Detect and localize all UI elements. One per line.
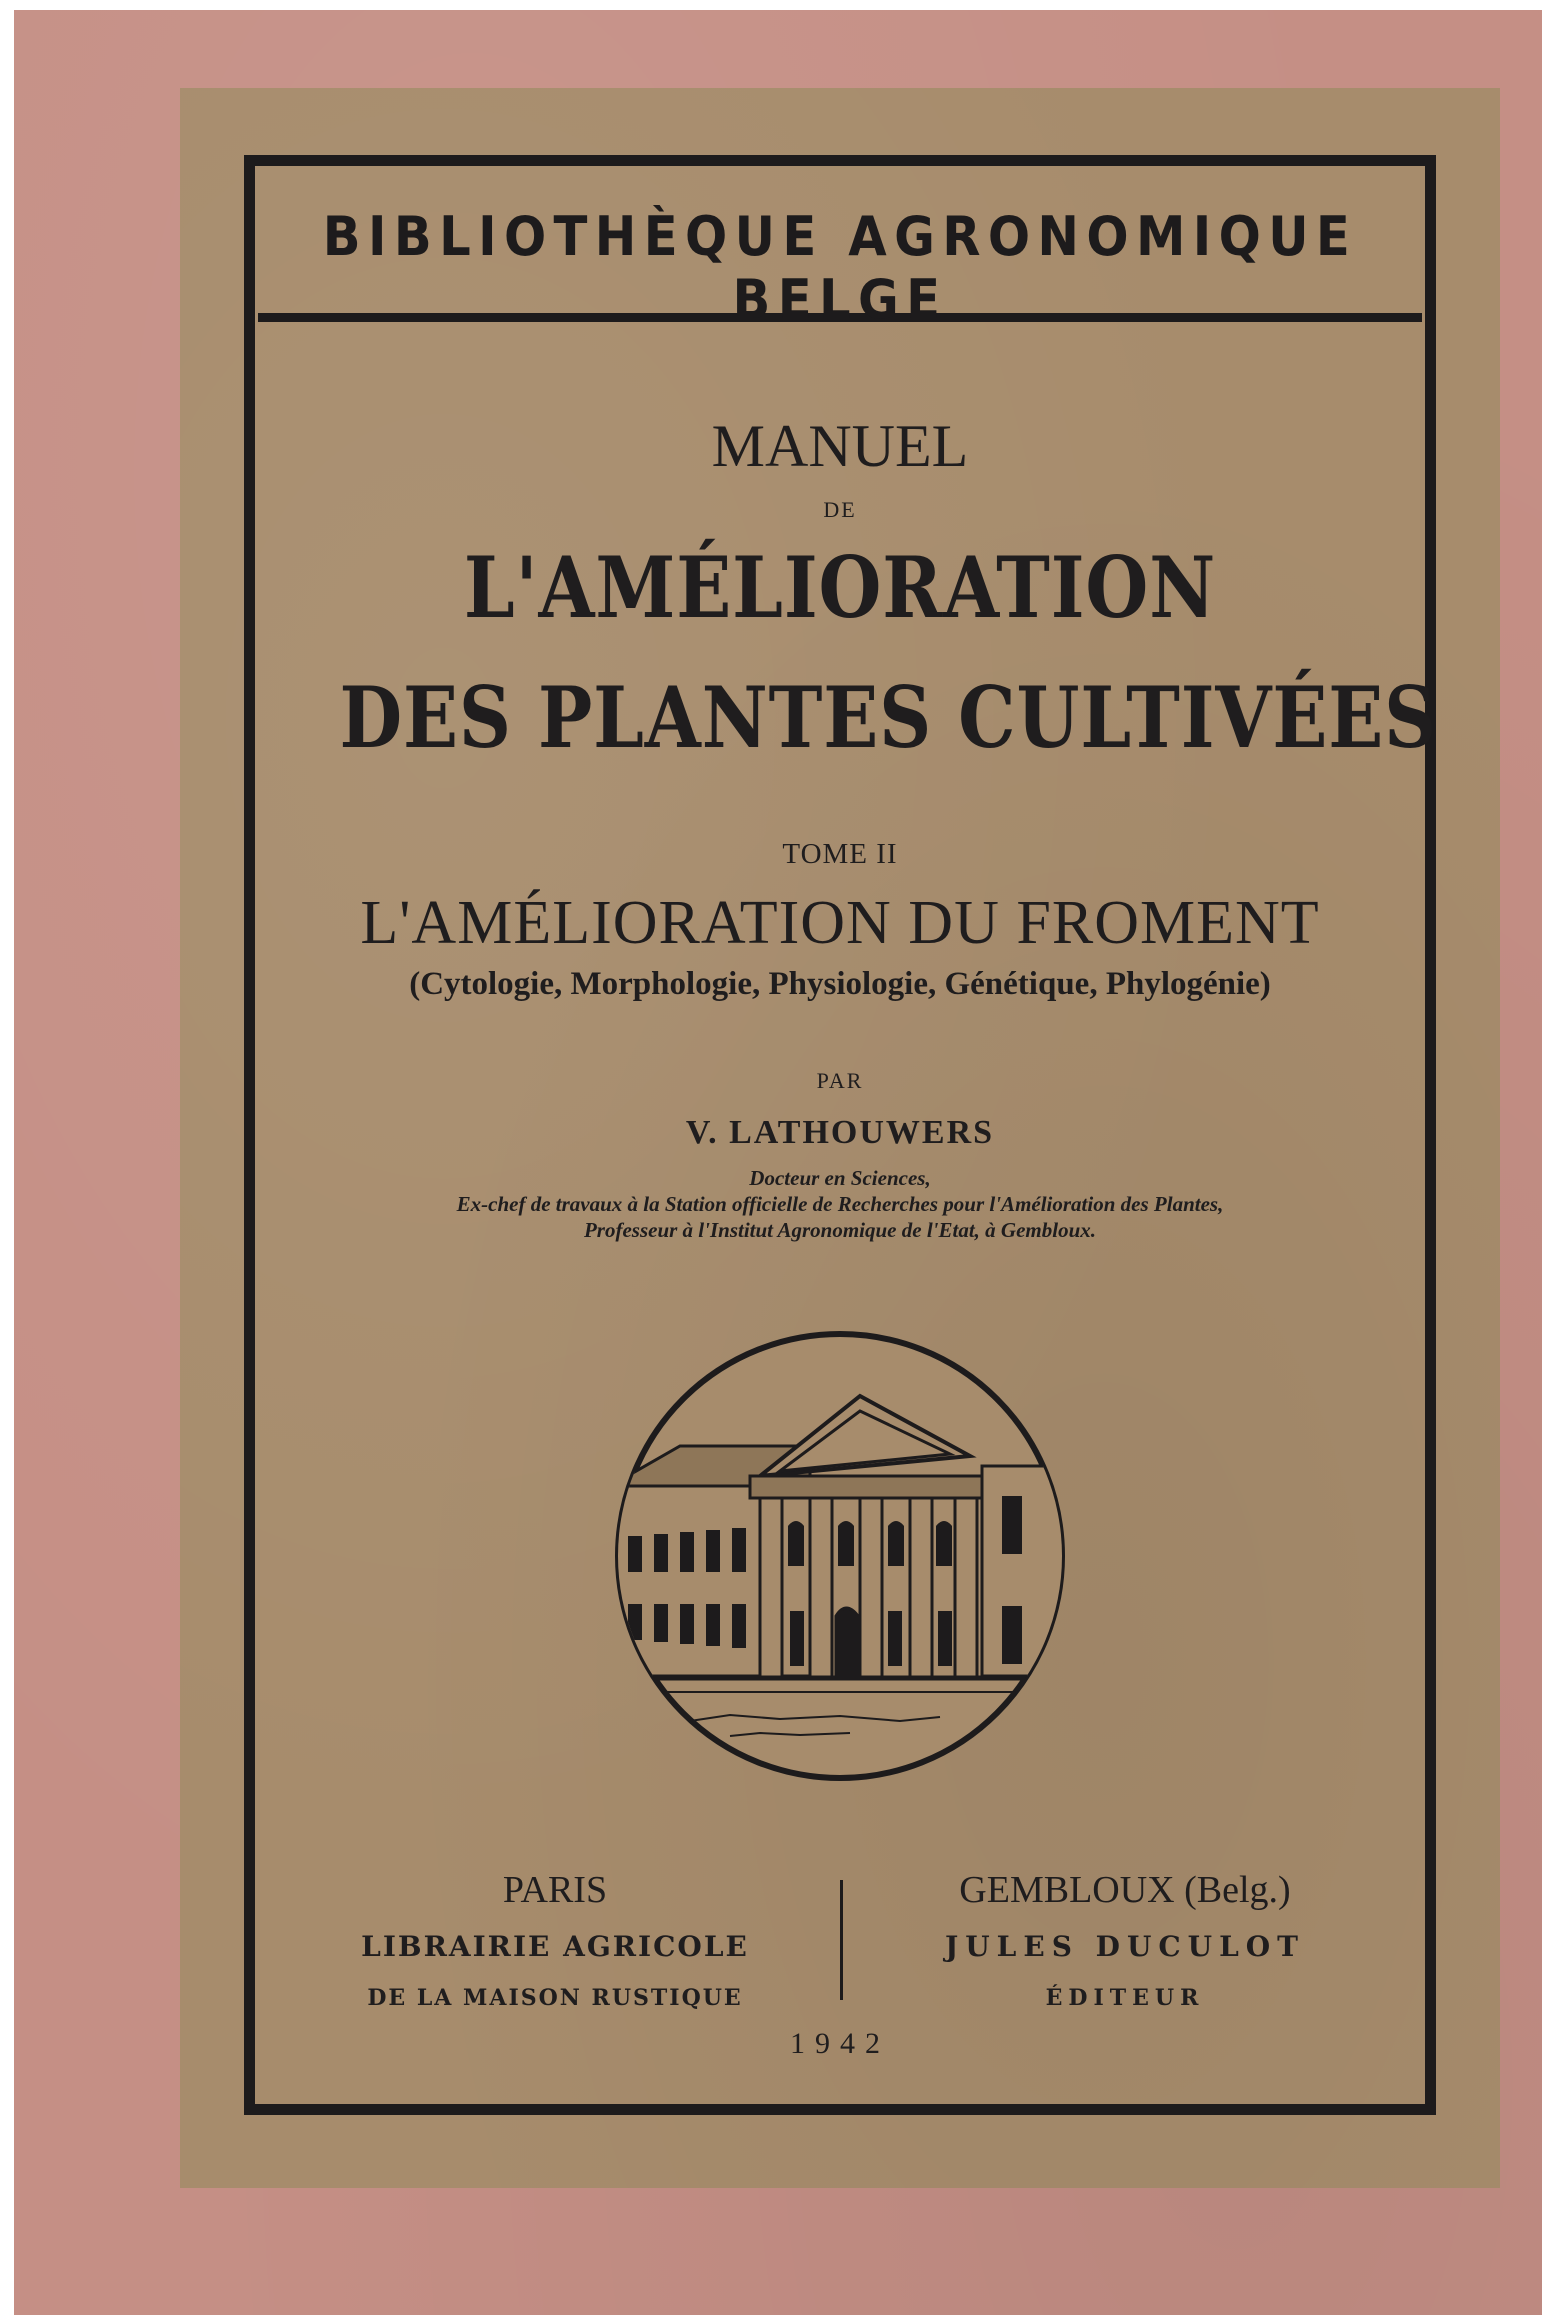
title-de: DE [823,497,857,522]
series-title: BIBLIOTHÈQUE AGRONOMIQUE BELGE [322,205,1358,331]
subject-fields: (Cytologie, Morphologie, Physiologie, Génétique, Phylogénie) [409,966,1271,1002]
publication-year: 1942 [790,2027,890,2060]
author-credential: Docteur en Sciences, [749,1166,931,1190]
main-title-line1: L'AMÉLIORATION [463,538,1217,637]
volume-label: TOME II [782,838,898,870]
volume-subtitle: L'AMÉLIORATION DU FROMENT [360,889,1320,957]
publisher-right-name: JULES DUCULOT [945,1930,1305,1963]
publisher-left-house: DE LA MAISON RUSTIQUE [367,1985,743,2011]
publisher-left-name: LIBRAIRIE AGRICOLE [361,1930,749,1963]
author-credential: Professeur à l'Institut Agronomique de l'Etat, à Gembloux. [583,1218,1097,1242]
institute-building-vignette [610,1326,1070,1786]
main-title-line2: DES PLANTES CULTIVÉES [339,668,1438,767]
publisher-divider [840,1880,843,2000]
publisher-right-role: ÉDITEUR [1045,1985,1205,2011]
publisher-left-city: PARIS [502,1869,608,1911]
publisher-right-city: GEMBLOUX (Belg.) [959,1869,1291,1911]
author-name: V. LATHOUWERS [685,1114,995,1151]
author-credential: Ex-chef de travaux à la Station officielle de Recherches pour l'Amélioration des Plantes, [456,1192,1224,1216]
title-manuel: MANUEL [711,413,969,479]
by-label: PAR [816,1068,864,1093]
